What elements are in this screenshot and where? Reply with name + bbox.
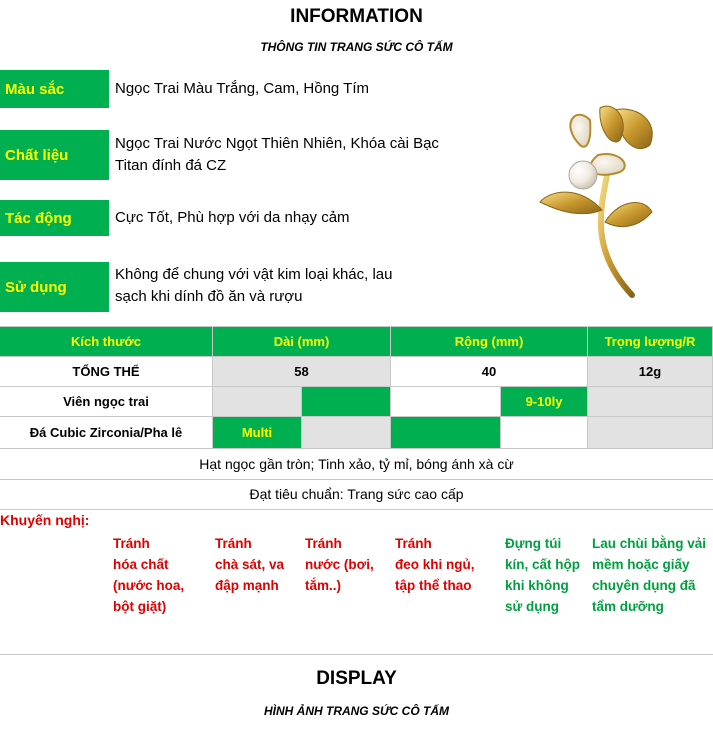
pearl-size: 9-10ly [501,387,588,416]
row-stone-label: Đá Cubic Zirconia/Pha lê [0,417,213,448]
pearl-cell-a [213,387,302,416]
header-length: Dài (mm) [213,327,391,356]
page-title: INFORMATION [290,6,423,27]
size-table [0,326,713,452]
pearl-cell-c [391,387,501,416]
table-row [0,417,713,449]
brooch-image [520,100,670,300]
label-effect: Tác động [0,200,109,236]
note-standard: Đạt tiêu chuẩn: Trang sức cao cấp [0,479,713,510]
label-usage: Sử dụng [0,262,109,312]
recommendation-item: Tránh hóa chất (nước hoa, bột giặt) [113,536,185,614]
value-material: Ngọc Trai Nước Ngọt Thiên Nhiên, Khóa cài Bạc Titan đính đá CZ [115,135,439,174]
stone-cell-e [588,417,713,448]
value-color: Ngọc Trai Màu Trắng, Cam, Hồng Tím [115,80,369,97]
overall-length: 58 [213,357,391,386]
recommendations-list [0,533,713,643]
table-header-row [0,327,713,357]
recommendation-item: Lau chùi bằng vải mềm hoặc giấy chuyên dụng đã tẩm dưỡng [592,536,707,614]
recommendation-item: Đựng túi kín, cất hộp khi không sử dụng [505,536,581,614]
row-overall-label: TỔNG THỂ [0,357,213,386]
page-subtitle: THÔNG TIN TRANG SỨC CÔ TẤM [260,40,453,54]
recommendation-item: Tránh chà sát, va đập mạnh [215,536,285,593]
display-title: DISPLAY [316,668,397,689]
stone-value: Multi [213,417,302,448]
recommendations-label: Khuyến nghị: [0,512,90,528]
recommendation-item: Tránh nước (bơi, tắm..) [305,536,374,593]
table-row [0,357,713,387]
header-width: Rộng (mm) [391,327,588,356]
recommendation-item: Tránh đeo khi ngủ, tập thể thao [395,536,475,593]
stone-cell-b [302,417,391,448]
value-usage: Không để chung với vật kim loại khác, lau sạch khi dính đồ ăn và rượu [115,266,393,305]
label-material: Chất liệu [0,130,109,180]
pearl-cell-b [302,387,391,416]
row-pearl-label: Viên ngọc trai [0,387,213,416]
table-row [0,387,713,417]
pearl-cell-e [588,387,713,416]
header-weight: Trọng lượng/R [588,327,713,356]
stone-cell-d [501,417,588,448]
overall-width: 40 [391,357,588,386]
stone-cell-c [391,417,501,448]
value-effect: Cực Tốt, Phù hợp với da nhạy cảm [115,209,350,226]
display-subtitle: HÌNH ẢNH TRANG SỨC CÔ TẤM [263,704,450,718]
overall-weight: 12g [588,357,713,386]
label-color: Màu sắc [0,70,109,108]
note-quality: Hạt ngọc gần tròn; Tinh xảo, tỷ mỉ, bóng ánh xà cừ [0,449,713,480]
header-size: Kích thước [0,327,213,356]
